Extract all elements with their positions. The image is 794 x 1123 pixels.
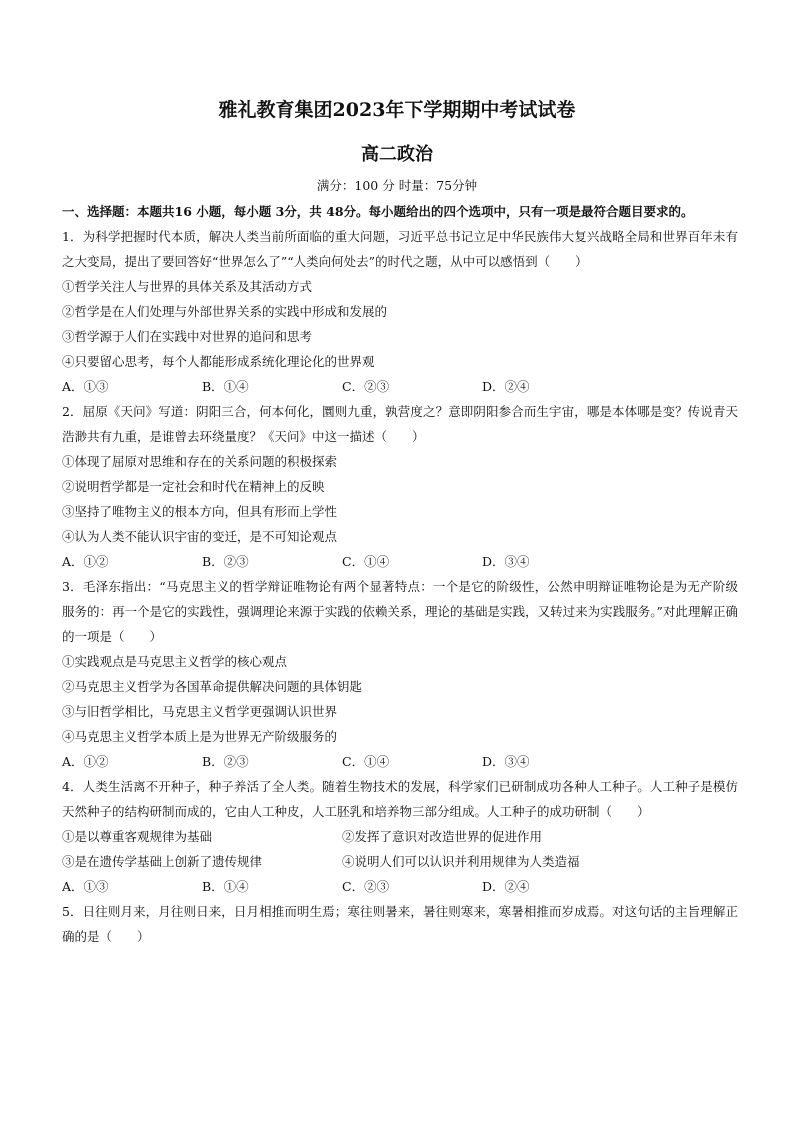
choice-b: B．①④ (202, 879, 249, 894)
exam-subject: 高二政治 (361, 144, 433, 165)
choice-c: C．①④ (342, 554, 390, 569)
choice-d: D．③④ (482, 554, 530, 569)
choice-c: C．①④ (342, 754, 390, 769)
question-2-option: ③坚持了唯物主义的根本方向，但具有形而上学性 (62, 504, 338, 519)
question-4-option: ②发挥了意识对改造世界的促进作用 (342, 829, 543, 844)
question-2-choices (62, 549, 738, 574)
question-2-option: ②说明哲学都是一定社会和时代在精神上的反映 (62, 479, 325, 494)
question-2-stem: 2．屈原《天问》写道：阴阳三合，何本何化，圜则九重，孰营度之？意即阴阳参合而生宇宙，哪是本体哪是变？传说青天浩渺共有九重，是谁曾去环绕量度？《天问》中这一描述（ ） (62, 404, 738, 444)
exam-content (62, 200, 738, 949)
question-1-option: ①哲学关注人与世界的具体关系及其活动方式 (62, 279, 313, 294)
question-3-stem: 3．毛泽东指出：“马克思主义的哲学辩证唯物论有两个显著特点：一个是它的阶级性，公然申明辩证唯物论是为无产阶级服务的：再一个是它的实践性，强调理论来源于实践的依赖关系，理论的基础是实践，又转过来为实践服务。”对此理解正确的一项是（ ） (62, 579, 738, 644)
choice-a: A．①② (62, 754, 109, 769)
question-3-choices (62, 749, 738, 774)
choice-c: C．②③ (342, 379, 390, 394)
question-2-option: ④认为人类不能认识宇宙的变迁，是不可知论观点 (62, 529, 338, 544)
question-4-option-row (62, 824, 738, 849)
question-1-option: ②哲学是在人们处理与外部世界关系的实践中形成和发展的 (62, 304, 388, 319)
question-4-stem: 4．人类生活离不开种子，种子养活了全人类。随着生物技术的发展，科学家们已研制成功各种人工种子。人工种子是模仿天然种子的结构研制而成的，它由人工种皮，人工胚乳和培养物三部分组成。人工种子的成功研制（ ） (62, 779, 738, 819)
question-1-stem: 1．为科学把握时代本质，解决人类当前所面临的重大问题，习近平总书记立足中华民族伟大复兴战略全局和世界百年未有之大变局，提出了要回答好“世界怎么了”“人类向何处去”的时代之题，从中可以感悟到（ ） (62, 229, 738, 269)
exam-meta: 满分：100 分 时量：75分钟 (316, 178, 478, 193)
question-2-option: ①体现了屈原对思维和存在的关系问题的积极探索 (62, 454, 338, 469)
question-4-option: ③是在遗传学基础上创新了遗传规律 (62, 854, 263, 869)
question-1-option: ③哲学源于人们在实践中对世界的追问和思考 (62, 329, 313, 344)
question-3-option: ④马克思主义哲学本质上是为世界无产阶级服务的 (62, 729, 338, 744)
question-3-option: ②马克思主义哲学为各国革命提供解决问题的具体钥匙 (62, 679, 363, 694)
question-4-option: ④说明人们可以认识并利用规律为人类造福 (342, 854, 580, 869)
choice-d: D．③④ (482, 754, 530, 769)
question-4-option-row (62, 849, 738, 874)
question-4-choices (62, 874, 738, 899)
choice-b: B．②③ (202, 754, 249, 769)
question-4-option: ①是以尊重客观规律为基础 (62, 829, 213, 844)
choice-b: B．②③ (202, 554, 249, 569)
question-3-option: ③与旧哲学相比，马克思主义哲学更强调认识世界 (62, 704, 338, 719)
choice-c: C．②③ (342, 879, 390, 894)
question-5-stem: 5．日往则月来，月往则日来，日月相推而明生焉；寒往则暑来，暑往则寒来，寒暑相推而岁成焉。对这句话的主旨理解正确的是（ ） (62, 904, 738, 944)
choice-a: A．①③ (62, 379, 109, 394)
question-3-option: ①实践观点是马克思主义哲学的核心观点 (62, 654, 288, 669)
choice-d: D．②④ (482, 379, 530, 394)
question-1-choices (62, 374, 738, 399)
choice-a: A．①② (62, 554, 109, 569)
choice-a: A．①③ (62, 879, 109, 894)
choice-b: B．①④ (202, 379, 249, 394)
section-heading: 一、选择题：本题共16 小题，每小题 3分，共 48分。每小题给出的四个选项中，只有一项是最符合题目要求的。 (62, 204, 694, 219)
question-1-option: ④只要留心思考，每个人都能形成系统化理论化的世界观 (62, 354, 375, 369)
choice-d: D．②④ (482, 879, 530, 894)
exam-title: 雅礼教育集团2023年下学期期中考试试卷 (218, 99, 576, 121)
